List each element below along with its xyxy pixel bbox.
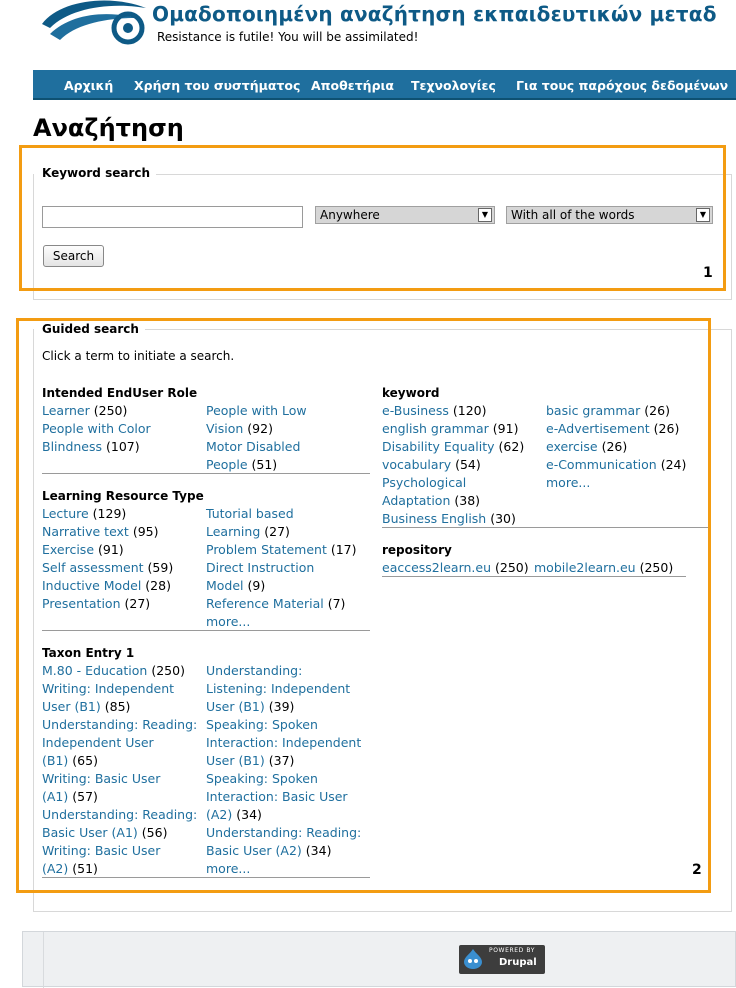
term-count: (51) — [72, 861, 98, 876]
term-link[interactable]: (A1) — [42, 789, 69, 804]
term-count: (38) — [454, 493, 481, 508]
term-count: (85) — [104, 699, 131, 714]
term-link[interactable]: eaccess2learn.eu — [382, 560, 492, 575]
term-link[interactable]: english grammar — [382, 421, 489, 436]
term-link[interactable]: Vision — [206, 421, 244, 436]
term-count: (9) — [247, 578, 266, 593]
nav-repositories[interactable]: Αποθετήρια — [311, 78, 394, 93]
term-link[interactable]: Understanding: Reading: — [42, 717, 198, 732]
chevron-down-icon: ▼ — [478, 208, 492, 222]
term-count: (27) — [124, 596, 151, 611]
term-link[interactable]: Adaptation — [382, 493, 451, 508]
highlight-number-1: 1 — [703, 265, 713, 281]
site-logo-icon[interactable] — [40, 0, 148, 46]
term-link[interactable]: Lecture — [42, 506, 89, 521]
term-link[interactable]: Writing: Basic User — [42, 843, 161, 858]
term-count: (17) — [330, 542, 357, 557]
nav-home[interactable]: Αρχική — [64, 78, 114, 93]
term-count: (129) — [92, 506, 127, 521]
guided-search-intro: Click a term to initiate a search. — [42, 349, 235, 363]
term-link[interactable]: basic grammar — [546, 403, 641, 418]
term-count: (26) — [653, 421, 680, 436]
term-count: (120) — [452, 403, 487, 418]
term-link[interactable]: Narrative text — [42, 524, 129, 539]
term-count: (91) — [98, 542, 124, 557]
term-count: (28) — [145, 578, 171, 593]
term-link[interactable]: e-Communication — [546, 457, 657, 472]
term-count: (92) — [247, 421, 273, 436]
term-count: (34) — [236, 807, 262, 822]
group-title-enduser: Intended EndUser Role — [42, 386, 198, 400]
term-count: (57) — [72, 789, 98, 804]
term-link[interactable]: mobile2learn.eu — [534, 560, 636, 575]
term-link[interactable]: Business English — [382, 511, 487, 526]
group-title-taxon: Taxon Entry 1 — [42, 646, 135, 660]
term-link[interactable]: exercise — [546, 439, 598, 454]
term-link[interactable]: Model — [206, 578, 244, 593]
term-link[interactable]: (A2) — [42, 861, 69, 876]
highlight-box-1 — [19, 145, 726, 291]
term-link[interactable]: Listening: Independent — [206, 681, 351, 696]
term-count: (250) — [495, 560, 529, 575]
highlight-box-2 — [16, 318, 711, 893]
term-link[interactable]: Writing: Independent — [42, 681, 175, 696]
term-link[interactable]: User (B1) — [42, 699, 101, 714]
term-link[interactable]: (B1) — [42, 753, 69, 768]
term-count: (95) — [132, 524, 159, 539]
term-count: (250) — [151, 663, 185, 678]
term-link[interactable]: Understanding: Reading: — [206, 825, 362, 840]
group-title-lrt: Learning Resource Type — [42, 489, 204, 503]
term-count: (59) — [147, 560, 174, 575]
term-link[interactable]: Basic User (A2) — [206, 843, 302, 858]
term-count: (51) — [251, 457, 278, 472]
chevron-down-icon: ▼ — [696, 208, 710, 222]
term-count: (26) — [644, 403, 670, 418]
term-count: (250) — [93, 403, 128, 418]
search-scope-value: Anywhere — [320, 208, 380, 222]
page-title: Αναζήτηση — [33, 114, 184, 142]
term-link[interactable]: Speaking: Spoken — [206, 771, 318, 786]
term-link[interactable]: Blindness — [42, 439, 103, 454]
site-slogan: Resistance is futile! You will be assimilated! — [157, 30, 419, 44]
term-count: (91) — [492, 421, 519, 436]
term-count: (7) — [327, 596, 346, 611]
term-link[interactable]: Writing: Basic User — [42, 771, 161, 786]
term-count: (30) — [490, 511, 516, 526]
more-link-keyword[interactable]: more... — [546, 475, 591, 490]
term-link[interactable]: People — [206, 457, 248, 472]
term-link[interactable]: M.80 - Education — [42, 663, 148, 678]
term-count: (62) — [498, 439, 525, 454]
term-link[interactable]: Speaking: Spoken — [206, 717, 318, 732]
search-mode-value: With all of the words — [511, 208, 635, 222]
term-link[interactable]: Basic User (A1) — [42, 825, 138, 840]
highlight-number-2: 2 — [692, 862, 702, 878]
primary-navigation — [33, 70, 736, 100]
site-header — [0, 0, 736, 70]
drupal-drop-icon — [462, 948, 484, 970]
term-link[interactable]: Learner — [42, 403, 90, 418]
nav-technologies[interactable]: Τεχνολογίες — [411, 78, 496, 93]
term-link[interactable]: Motor Disabled — [206, 439, 301, 454]
term-link[interactable]: Interaction: Independent — [206, 735, 362, 750]
nav-system-usage[interactable]: Χρήση του συστήματος — [134, 78, 301, 93]
term-link[interactable]: Interaction: Basic User — [206, 789, 348, 804]
search-button[interactable]: Search — [43, 245, 104, 267]
term-count: (24) — [660, 457, 687, 472]
term-link[interactable]: Presentation — [42, 596, 121, 611]
term-count: (107) — [106, 439, 140, 454]
term-link[interactable]: Exercise — [42, 542, 95, 557]
powered-by-drupal-badge[interactable] — [459, 945, 545, 974]
term-link[interactable]: People with Color — [42, 421, 151, 436]
term-count: (37) — [268, 753, 295, 768]
more-link-lrt[interactable]: more... — [206, 614, 251, 629]
group-title-repository: repository — [382, 543, 452, 557]
term-link[interactable]: People with Low — [206, 403, 307, 418]
term-link[interactable]: (A2) — [206, 807, 233, 822]
powered-by-text: POWERED BY — [489, 947, 536, 954]
term-link[interactable]: e-Advertisement — [546, 421, 650, 436]
term-count: (34) — [305, 843, 332, 858]
term-link[interactable]: Tutorial based — [206, 506, 294, 521]
footer-inner — [43, 932, 736, 988]
term-link[interactable]: vocabulary — [382, 457, 452, 472]
term-count: (65) — [72, 753, 98, 768]
term-link[interactable]: Psychological — [382, 475, 467, 490]
drupal-text: Drupal — [499, 957, 537, 968]
term-link[interactable]: Understanding: Reading: — [42, 807, 198, 822]
term-count: (26) — [601, 439, 628, 454]
term-count: (39) — [268, 699, 295, 714]
term-link[interactable]: e-Business — [382, 403, 449, 418]
group-title-keyword: keyword — [382, 386, 440, 400]
term-link[interactable]: User (B1) — [206, 753, 265, 768]
term-link[interactable]: Direct Instruction — [206, 560, 315, 575]
term-link[interactable]: Self assessment — [42, 560, 144, 575]
term-count: (56) — [141, 825, 168, 840]
term-count: (54) — [455, 457, 481, 472]
term-link[interactable]: User (B1) — [206, 699, 265, 714]
site-name[interactable]: Ομαδοποιημένη αναζήτηση εκπαιδευτικών μεταδ — [152, 2, 717, 26]
term-link[interactable]: Reference Material — [206, 596, 324, 611]
term-link[interactable]: Independent User — [42, 735, 154, 750]
term-count: (27) — [264, 524, 290, 539]
keyword-search-legend: Keyword search — [34, 166, 156, 180]
term-link[interactable]: Understanding: — [206, 663, 303, 678]
term-count: (250) — [639, 560, 674, 575]
more-link-taxon[interactable]: more... — [206, 861, 251, 876]
footer — [22, 931, 736, 987]
term-link[interactable]: Learning — [206, 524, 261, 539]
nav-data-providers[interactable]: Για τους παρόχους δεδομένων — [516, 78, 729, 93]
term-link[interactable]: Inductive Model — [42, 578, 142, 593]
term-link[interactable]: Disability Equality — [382, 439, 495, 454]
guided-search-legend: Guided search — [34, 322, 145, 336]
term-link[interactable]: Problem Statement — [206, 542, 327, 557]
